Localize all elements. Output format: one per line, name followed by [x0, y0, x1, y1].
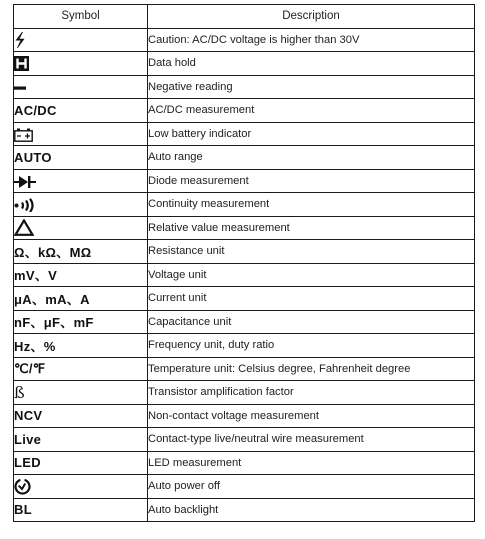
symbol-cell	[14, 498, 148, 522]
symbol-cell	[14, 475, 148, 499]
symbol-text: Live	[14, 431, 42, 447]
symbol-cell	[14, 334, 148, 358]
header-row	[14, 5, 475, 29]
description-cell: Frequency unit, duty ratio	[148, 334, 475, 358]
table-row	[14, 240, 475, 264]
symbol-text: LED	[14, 455, 41, 471]
description-cell: Diode measurement	[148, 169, 475, 193]
symbol-cell	[14, 99, 148, 123]
table-row	[14, 169, 475, 193]
symbol-cell	[14, 28, 148, 52]
description-cell: Temperature unit: Celsius degree, Fahrenheit degree	[148, 357, 475, 381]
table-row	[14, 122, 475, 146]
battery-icon	[14, 128, 33, 142]
description-cell: Data hold	[148, 52, 475, 76]
high-voltage-icon	[14, 32, 26, 48]
description-cell: Auto range	[148, 146, 475, 170]
symbol-cell	[14, 451, 148, 475]
description-cell: Resistance unit	[148, 240, 475, 264]
table-row	[14, 475, 475, 499]
symbol-cell	[14, 193, 148, 217]
description-cell: LED measurement	[148, 451, 475, 475]
data-hold-icon	[14, 56, 29, 71]
table-row	[14, 428, 475, 452]
table-row	[14, 28, 475, 52]
diode-icon	[14, 175, 36, 189]
description-cell: Auto power off	[148, 475, 475, 499]
header-symbol: Symbol	[14, 5, 148, 29]
auto-power-off-icon	[14, 478, 31, 495]
description-cell: Negative reading	[148, 75, 475, 99]
symbol-cell	[14, 263, 148, 287]
table-row	[14, 498, 475, 522]
continuity-icon	[14, 198, 36, 212]
symbol-text: nF、μF、mF	[14, 315, 94, 331]
symbol-cell	[14, 169, 148, 193]
negative-sign-icon	[14, 85, 26, 91]
description-cell: Capacitance unit	[148, 310, 475, 334]
table-row	[14, 334, 475, 358]
symbol-text: BL	[14, 502, 32, 518]
description-cell: Transistor amplification factor	[148, 381, 475, 405]
symbol-cell	[14, 216, 148, 240]
table-row	[14, 52, 475, 76]
description-cell: AC/DC measurement	[148, 99, 475, 123]
symbol-text: Ω、kΩ、MΩ	[14, 244, 92, 260]
table-row	[14, 404, 475, 428]
description-cell: Auto backlight	[148, 498, 475, 522]
header-description: Description	[148, 5, 475, 29]
symbol-cell	[14, 122, 148, 146]
symbol-cell	[14, 310, 148, 334]
symbol-text: NCV	[14, 408, 43, 424]
symbol-text: ℃/℉	[14, 360, 46, 376]
description-cell: Continuity measurement	[148, 193, 475, 217]
description-cell: Contact-type live/neutral wire measurement	[148, 428, 475, 452]
table-row	[14, 381, 475, 405]
symbol-table	[13, 4, 475, 522]
symbol-cell	[14, 146, 148, 170]
description-cell: Relative value measurement	[148, 216, 475, 240]
symbol-cell	[14, 52, 148, 76]
table-row	[14, 451, 475, 475]
delta-icon	[14, 219, 34, 236]
symbol-text: Hz、%	[14, 338, 56, 354]
symbol-text: ß	[14, 382, 25, 402]
table-row	[14, 287, 475, 311]
description-cell: Non-contact voltage measurement	[148, 404, 475, 428]
description-cell: Current unit	[148, 287, 475, 311]
symbol-cell	[14, 75, 148, 99]
table-row	[14, 146, 475, 170]
table-row	[14, 310, 475, 334]
symbol-cell	[14, 404, 148, 428]
symbol-cell	[14, 357, 148, 381]
table-row	[14, 216, 475, 240]
table-row	[14, 99, 475, 123]
symbol-cell	[14, 381, 148, 405]
symbol-text: AC/DC	[14, 102, 57, 118]
symbol-cell	[14, 287, 148, 311]
description-cell: Low battery indicator	[148, 122, 475, 146]
symbol-text: AUTO	[14, 149, 52, 165]
description-cell: Voltage unit	[148, 263, 475, 287]
symbol-cell	[14, 428, 148, 452]
symbol-cell	[14, 240, 148, 264]
symbol-text: μA、mA、A	[14, 291, 90, 307]
table-row	[14, 193, 475, 217]
table-row	[14, 75, 475, 99]
table-row	[14, 357, 475, 381]
description-cell: Caution: AC/DC voltage is higher than 30V	[148, 28, 475, 52]
table-row	[14, 263, 475, 287]
symbol-text: mV、V	[14, 268, 58, 284]
